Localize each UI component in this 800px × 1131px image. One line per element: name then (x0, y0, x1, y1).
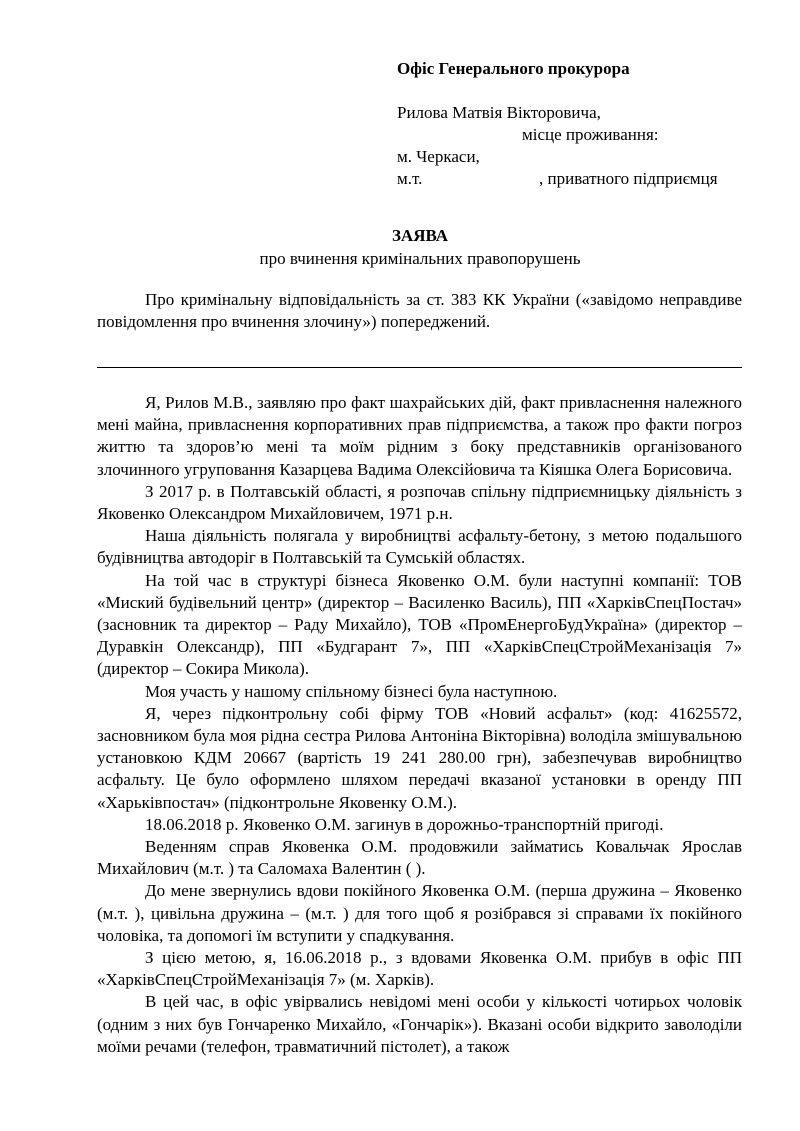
paragraph: Я, Рилов М.В., заявляю про факт шахрайських дій, факт привласнення належного мені майна, привласнення корпоративних прав підприємства, а також про факти погроз життю та здоров’ю мені та моїм рідним з боку представників організованого злочинного угруповання Казарцева Вадима Олексійовича та Кіяшка Олега Борисовича. (97, 393, 742, 479)
warning-text: Про кримінальну відповідальність за ст. 383 КК України («завідомо неправдиве повідомлення про вчинення злочину») попереджений. (97, 290, 742, 332)
paragraph: До мене звернулись вдови покійного Яковенка О.М. (перша дружина – Яковенко (м.т. ), цивільна дружина – (м.т. ) для того щоб я розібрався зі справами їх покійного чоловіка, та допомогі їм вступити у спадкування. (97, 881, 742, 945)
paragraph: Я, через підконтрольну собі фірму ТОВ «Новий асфальт» (код: 41625572, засновником була моя рідна сестра Рилова Антоніна Вікторівна) володіла змішувальною установкою КДМ 20667 (вартість 19 241 280.00 грн), забезпечував виробництво асфальту. Це було оформлено шляхом передачі вказаної установки в оренду ПП «Харьківпостач» (підконтрольне Яковенку О.М.). (97, 703, 742, 812)
document-title: ЗАЯВА (391, 226, 449, 245)
phone-prefix: м.т. (397, 169, 423, 188)
sender-city: м. Черкаси, (397, 147, 480, 166)
paragraph: З 2017 р. в Полтавській області, я розпочав спільну підприємницьку діяльність з Яковенко Олександром Михайловичем, 1971 р.н. (97, 481, 742, 524)
paragraph: На той час в структурі бізнеса Яковенко О.М. були наступні компанії: ТОВ «Миский будівельний центр» (директор – Василенко Василь), ПП «ХарківСпецПостач» (засновник та директор – Раду Михайло), ТОВ «ПромЕнергоБудУкраїна» (директор – Дуравкін Олександр), ПП «Будгарант 7», ПП «ХарківСпецСтройМеханізація 7» (директор – Сокира Микола). (97, 570, 742, 679)
recipient: Офіс Генерального прокурора (397, 59, 630, 78)
sender-name: Рилова Матвія Вікторовича, (397, 103, 601, 122)
statement-body (97, 392, 742, 1058)
warning-block (97, 289, 742, 333)
paragraph: Наша діяльність полягала у виробництві асфальту-бетону, з метою подальшого будівництва автодоріг в Полтавській та Сумській областях. (97, 526, 742, 568)
document-subtitle: про вчинення кримінальних правопорушень (259, 249, 581, 268)
paragraph: 18.06.2018 р. Яковенко О.М. загинув в дорожньо-транспортній пригоді. (145, 814, 664, 834)
paragraph: Веденням справ Яковенка О.М. продовжили займатись Ковальчак Ярослав Михайлович (м.т. ) та Саломаха Валентин ( ). (97, 837, 742, 879)
paragraph: Моя участь у нашому спільному бізнесі була наступною. (145, 681, 558, 701)
paragraph: В цей час, в офіс увірвались невідомі мені особи у кількості чотирьох чоловік (одним з них був Гончаренко Михайло, «Гончарік»). Вказані особи відкрито заволоділи моїми речами (телефон, травматичний пістолет), а також (97, 992, 742, 1056)
paragraph: З цією метою, я, 16.06.2018 р., з вдовами Яковенка О.М. прибув в офіс ПП «ХарківСпецСтройМеханізація 7» (м. Харків). (97, 948, 742, 990)
residence-label: місце проживання: (522, 125, 659, 144)
separator-line (97, 367, 742, 368)
sender-status: , приватного підприємця (539, 169, 718, 188)
